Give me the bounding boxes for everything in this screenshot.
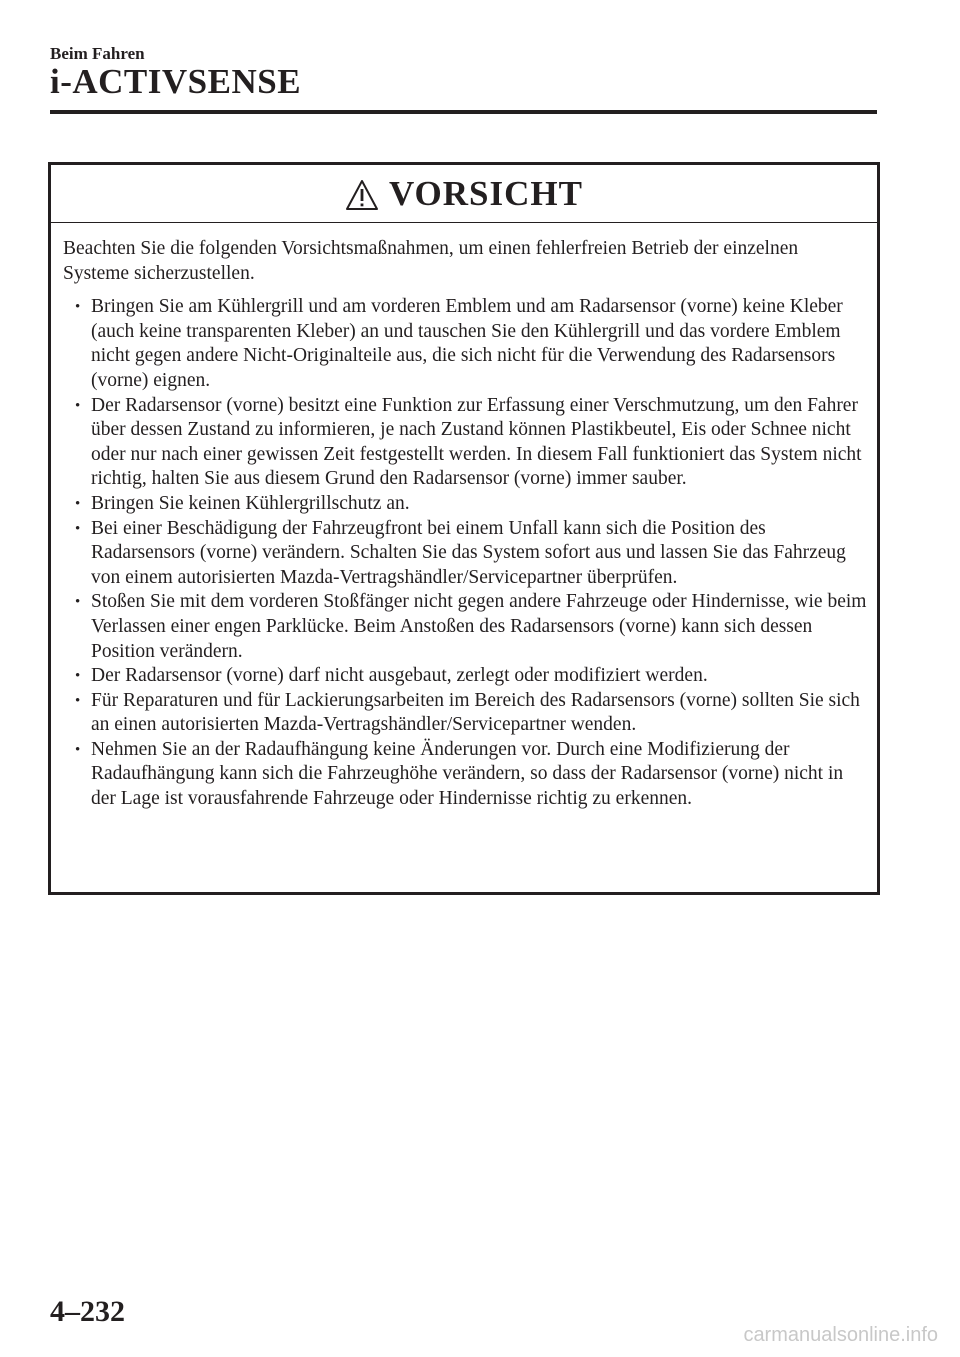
caution-item [63, 664, 867, 689]
section-label: Beim Fahren [50, 44, 145, 63]
watermark: carmanualsonline.info [743, 1324, 938, 1346]
bullet-glyph: • [75, 668, 81, 685]
bullet-glyph: • [75, 741, 81, 758]
caution-item-text: Stoßen Sie mit dem vorderen Stoßfänger nicht gegen andere Fahrzeuge oder Hindernisse, wie beim Verlassen einer engen Parklücke. Beim Anstoßen des Radarsensors (vorne) kann sich dessen Position verändern. [91, 591, 867, 662]
caution-item-text: Für Reparaturen und für Lackierungsarbeiten im Bereich des Radarsensors (vorne) sollten Sie sich an einen autorisierten Mazda-Vertragshändler/Servicepartner wenden. [91, 689, 860, 736]
caution-body [51, 223, 877, 812]
caution-item-text: Der Radarsensor (vorne) besitzt eine Funktion zur Erfassung einer Verschmutzung, um den Fahrer über dessen Zustand zu informieren, je nach Zustand können Plastikbeutel, Eis oder Schnee nicht oder nur nach einer gewissen Zeit festgestellt werden. In diesem Fall funktioniert das System nicht richtig, halten Sie aus diesem Grund den Radarsensor (vorne) immer sauber. [91, 394, 862, 490]
caution-item-text: Bringen Sie keinen Kühlergrillschutz an. [91, 492, 410, 514]
caution-item [63, 517, 867, 591]
caution-header [51, 165, 877, 223]
page-number: 4–232 [50, 1295, 125, 1328]
bullet-glyph: • [75, 594, 81, 611]
caution-intro: Beachten Sie die folgenden Vorsichtsmaßnahmen, um einen fehlerfreien Betrieb der einzelnen Systeme sicherzustellen. [63, 238, 799, 284]
caution-list [63, 295, 867, 811]
caution-item-text: Der Radarsensor (vorne) darf nicht ausgebaut, zerlegt oder modifiziert werden. [91, 665, 708, 687]
warning-triangle-icon [345, 179, 379, 211]
caution-box [48, 162, 880, 895]
header-rule [50, 110, 877, 114]
bullet-glyph: • [75, 692, 81, 709]
bullet-glyph: • [75, 520, 81, 537]
caution-item-text: Bringen Sie am Kühlergrill und am vorderen Emblem und am Radarsensor (vorne) keine Kleber (auch keine transparenten Kleber) an und tauschen Sie den Kühlergrill und das vordere Emblem nicht gegen andere Nicht-Originalteile aus, die sich nicht für die Verwendung des Radarsensors (vorne) eignen. [91, 296, 843, 391]
bullet-glyph: • [75, 299, 81, 316]
caution-item [63, 492, 867, 517]
caution-item [63, 738, 867, 812]
bullet-glyph: • [75, 495, 81, 512]
caution-item-text: Nehmen Sie an der Radaufhängung keine Änderungen vor. Durch eine Modifizierung der Radaufhängung kann sich die Fahrzeughöhe verändern, so dass der Radarsensor (vorne) nicht in der Lage ist vorausfahrende Fahrzeuge oder Hindernisse richtig zu erkennen. [91, 738, 844, 810]
caution-title: VORSICHT [388, 173, 583, 213]
bullet-glyph: • [75, 397, 81, 414]
caution-item-text: Bei einer Beschädigung der Fahrzeugfront bei einem Unfall kann sich die Position des Radarsensors (vorne) verändern. Schalten Sie das System sofort aus und lassen Sie das Fahrzeug von einem autorisierten Mazda-Vertragshändler/Servicepartner überprüfen. [91, 517, 846, 588]
caution-item [63, 590, 867, 664]
caution-item [63, 689, 867, 738]
chapter-title: i-ACTIVSENSE [50, 62, 302, 101]
caution-item [63, 295, 867, 393]
caution-item [63, 394, 867, 492]
